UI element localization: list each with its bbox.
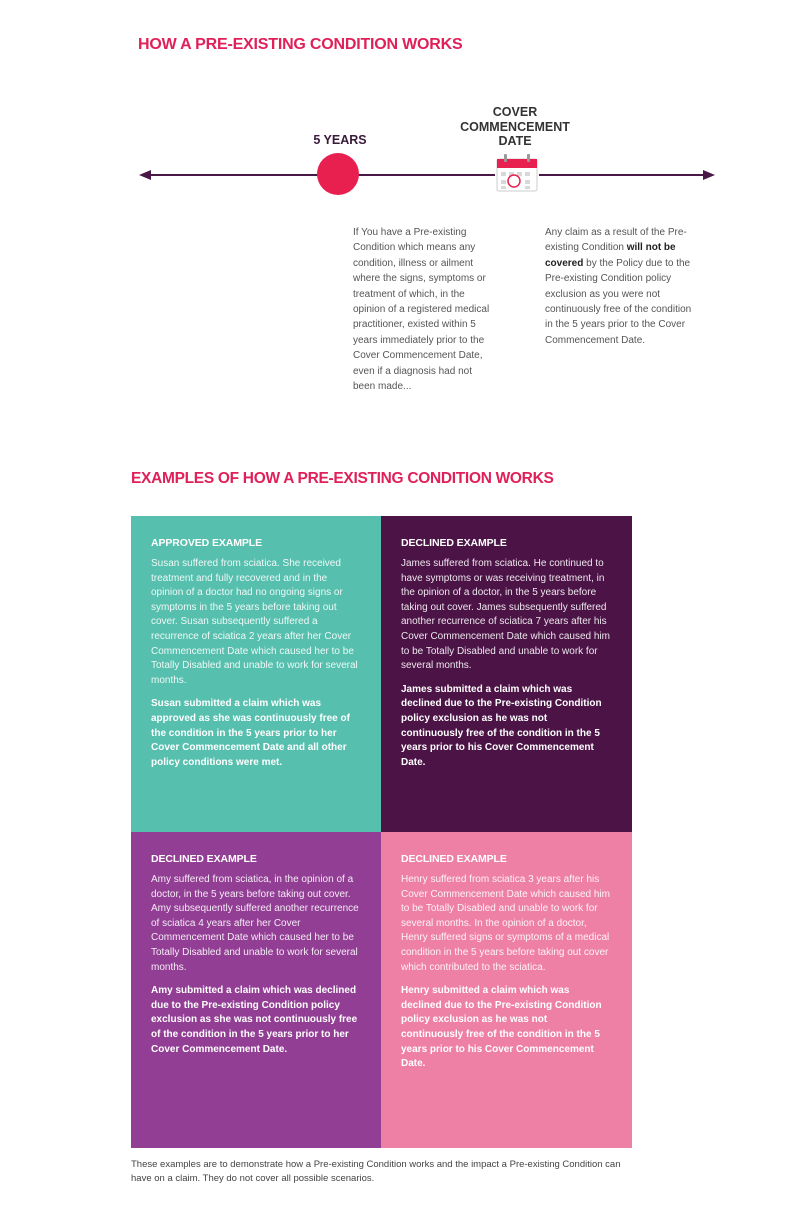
heading-examples: EXAMPLES OF HOW A PRE-EXISTING CONDITION WORKS [131,470,554,487]
panel-body: Susan suffered from sciatica. She received treatment and fully recovered and in the opinion of a doctor had no ongoing signs or symptoms in the 5 years before taking out cover. Susan subsequently suffered a recurrence of sciatica 2 years after her Cover Commencement Date which caused her to be Totally Disabled and unable to work for several months. [151,558,358,686]
panel-outcome: Amy submitted a claim which was declined due to the Pre-existing Condition policy exclusion as she was not continuously free of the condition in the 5 years prior to her Cover Commencement Date. [151,985,358,1055]
panel-title: DECLINED EXAMPLE [401,537,507,549]
panel-title: APPROVED EXAMPLE [151,537,263,549]
heading-how-it-works: HOW A PRE-EXISTING CONDITION WORKS [138,36,463,53]
panel-body: James suffered from sciatica. He continued to have symptoms or was receiving treatment, in the opinion of a doctor, in the 5 years before taking out cover. James subsequently suffered another recurrence of sciatica 7 years after his Cover Commencement Date which caused him to be Totally Disabled and unable to work for several months. [401,558,610,672]
panel-title: DECLINED EXAMPLE [151,853,257,865]
panel-outcome: James submitted a claim which was declined due to the Pre-existing Condition policy exclusion as he was not continuously free of the condition in the 5 years prior to his Cover Commencement Date. [401,683,602,768]
footnote: These examples are to demonstrate how a Pre-existing Condition works and the impact a Pre-existing Condition can have on a claim. They do not cover all possible scenarios. [131,1159,621,1184]
claim-not-covered-text: Any claim as a result of the Pre-existing Condition will not be covered by the Policy due to the Pre-existing Condition policy exclusion as you were not continuously free of the condition in the 5 years prior to the Cover Commencement Date. [545,227,692,346]
pre-existing-definition-text: If You have a Pre-existing Condition which means any condition, illness or ailment where the signs, symptoms or treatment of which, in the opinion of a registered medical practitioner, existed within 5 years immediately prior to the Cover Commencement Date, even if a diagnosis had not been made... [353,227,490,393]
five-years-dot [317,153,359,195]
panel-outcome: Susan submitted a claim which was approved as she was continuously free of the condition in the 5 years prior to her Cover Commencement Date and all other policy conditions were met. [151,698,350,768]
five-years-label: 5 YEARS [313,133,367,147]
declined-example-james-panel [381,516,632,832]
declined-example-amy-panel [131,832,381,1148]
cover-commencement-label: COVER COMMENCEMENT DATE [460,105,570,148]
panel-body: Amy suffered from sciatica, in the opinion of a doctor, in the 5 years before taking out cover. Amy subsequently suffered another recurrence of sciatica 4 years after her Cover Commencement Date which caused her to be Totally Disabled and unable to work for several months. [151,874,359,973]
examples-grid [131,516,632,1148]
calendar-icon [495,154,539,193]
panel-outcome: Henry submitted a claim which was declined due to the Pre-existing Condition policy exclusion as he was not continuously free of the condition in the 5 years prior to his Cover Commencement Date. [401,985,602,1070]
timeline-arrow-left [139,170,151,180]
declined-example-henry-panel [381,832,632,1148]
approved-example-panel [131,516,381,832]
timeline-arrow-right [703,170,715,180]
panel-title: DECLINED EXAMPLE [401,853,507,865]
timeline [0,0,803,240]
panel-body: Henry suffered from sciatica 3 years after his Cover Commencement Date which caused him to be Totally Disabled and unable to work for several months. In the opinion of a doctor, Henry suffered signs or symptoms of a medical condition in the 5 years before taking out cover which contributed to the sciatica. [401,874,610,973]
